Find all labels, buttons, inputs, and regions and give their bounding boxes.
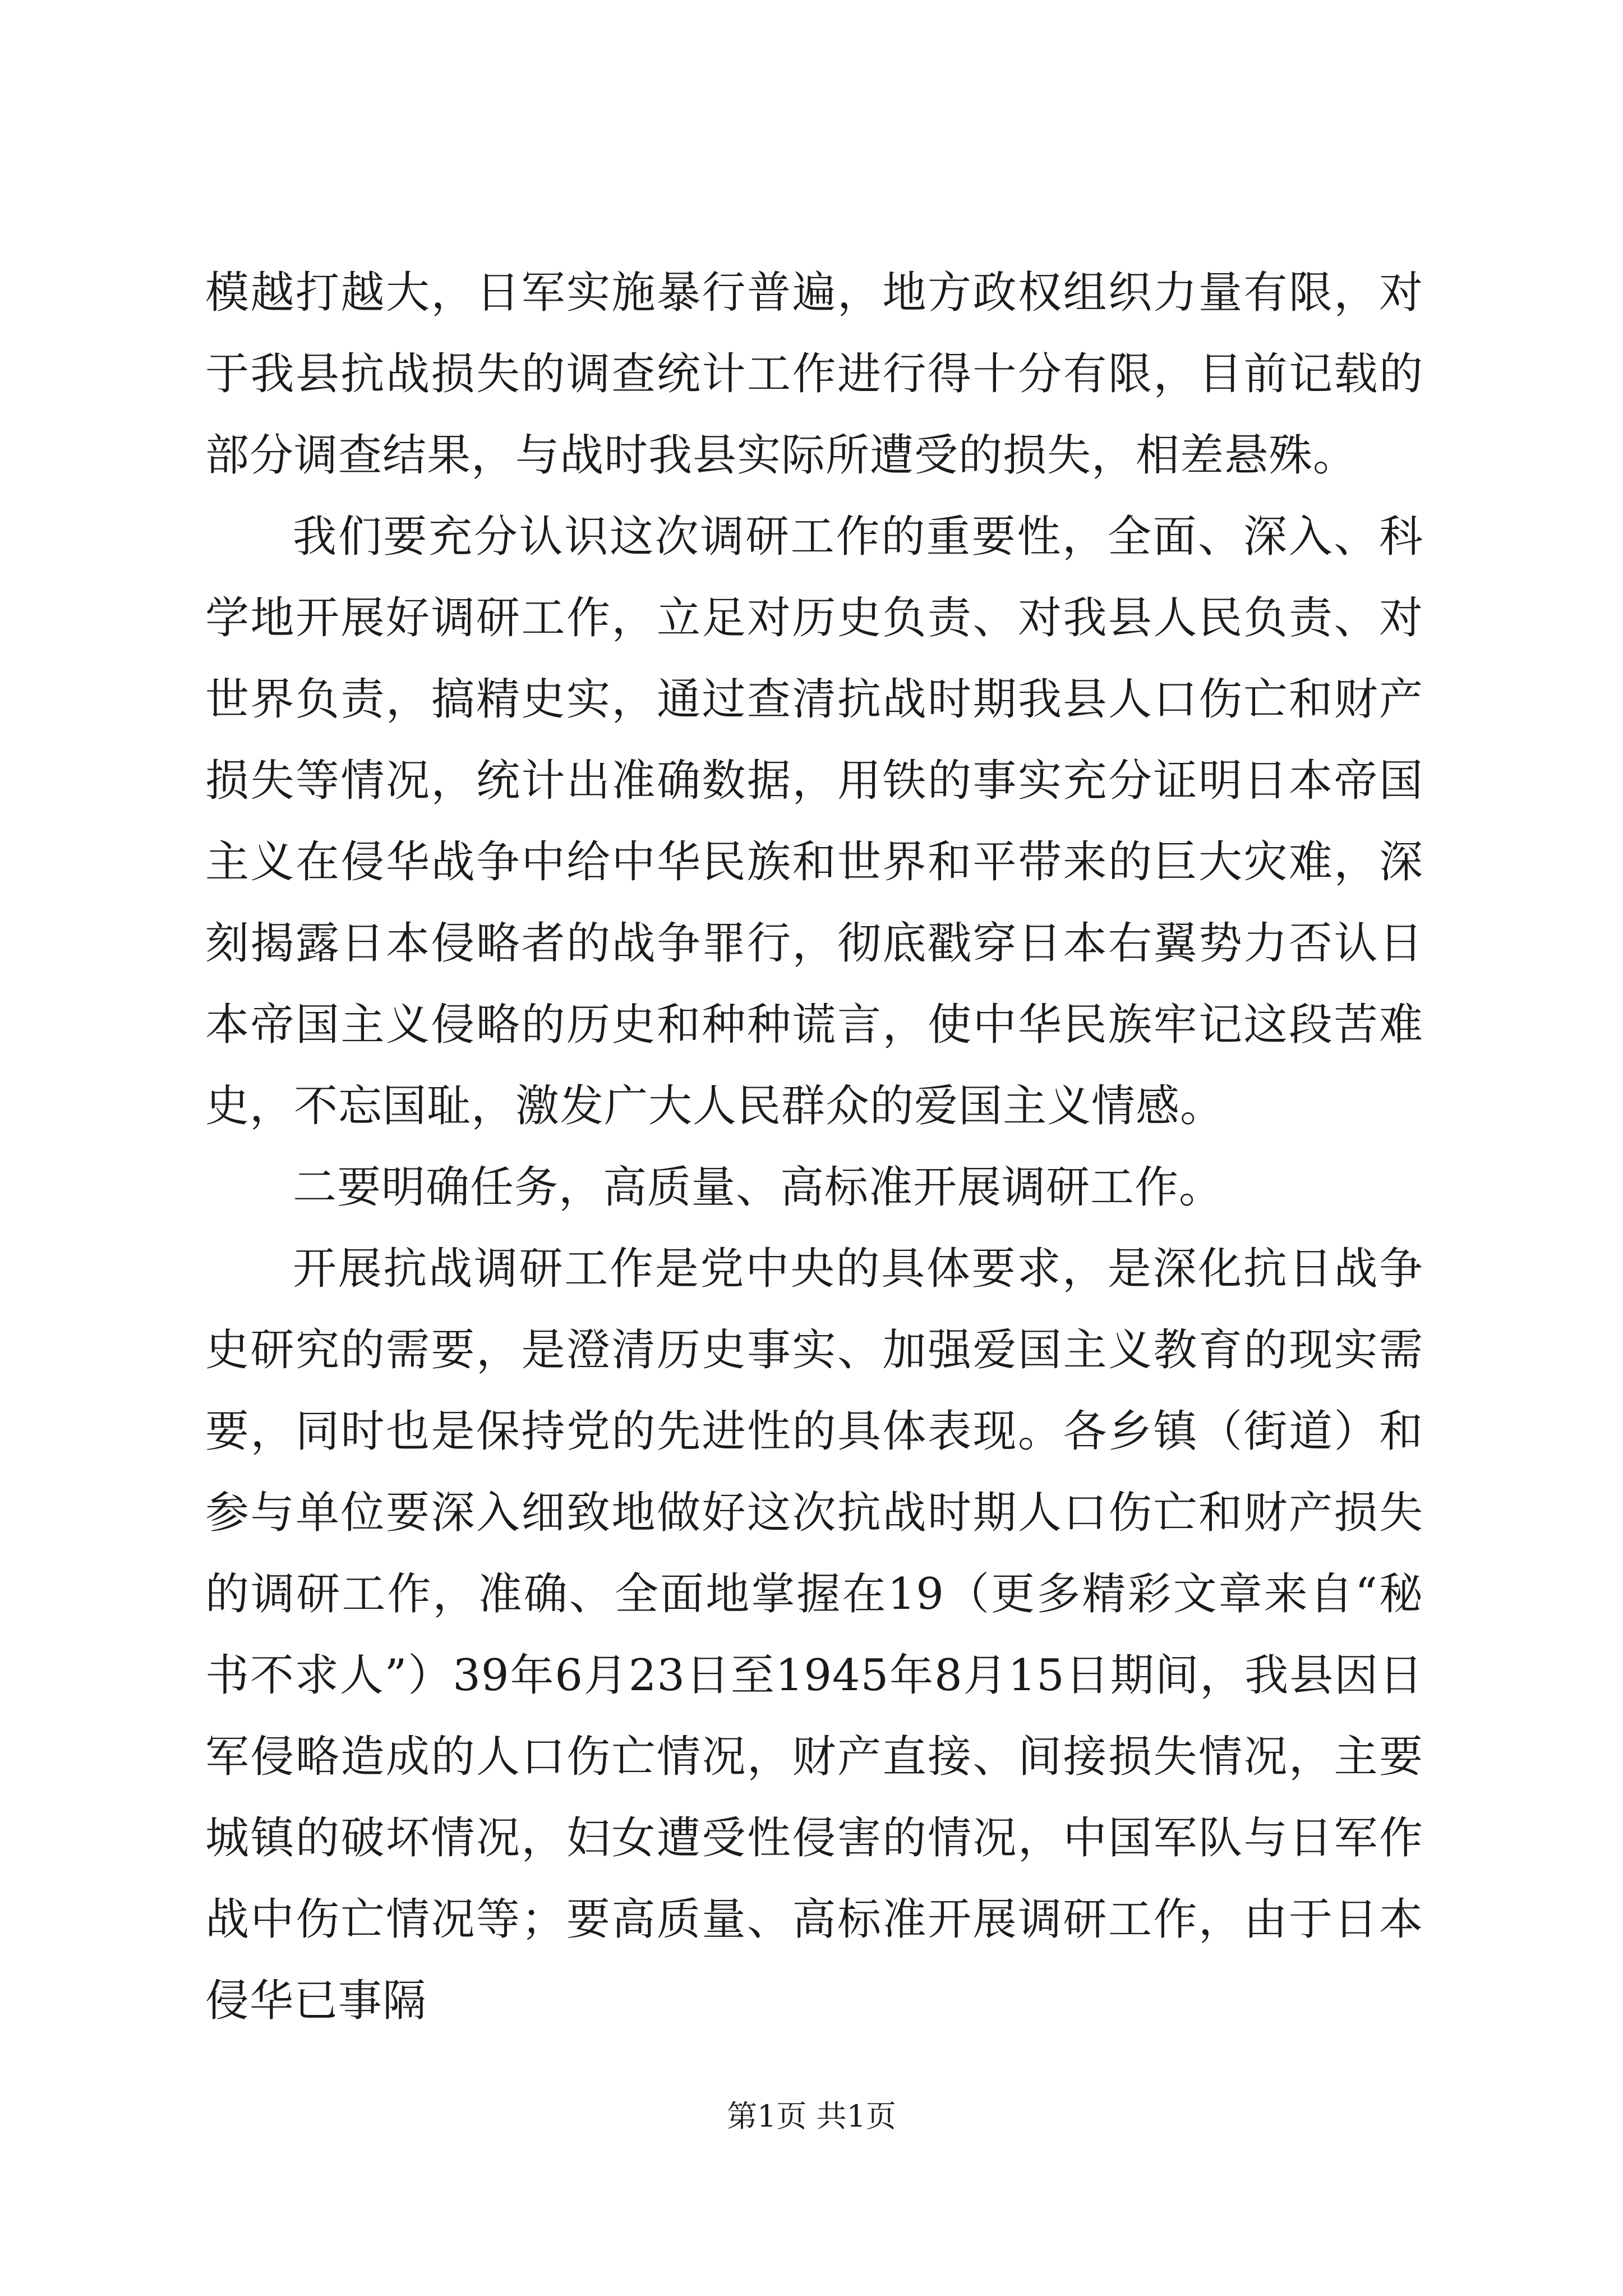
document-body bbox=[205, 252, 1423, 2042]
paragraph-tasks: 开展抗战调研工作是党中央的具体要求，是深化抗日战争史研究的需要，是澄清历史事实、加强爱国主义教育的现实需要，同时也是保持党的先进性的具体表现。各乡镇（街道）和参与单位要深入细致地做好这次抗战时期人口伤亡和财产损失的调研工作，准确、全面地掌握在19（更多精彩文章来自“秘书不求人”）39年6月23日至1945年8月15日期间，我县因日军侵略造成的人口伤亡情况，财产直接、间接损失情况，主要城镇的破坏情况，妇女遭受性侵害的情况，中国军队与日军作战中伤亡情况等；要高质量、高标准开展调研工作，由于日本侵华已事隔 bbox=[205, 1244, 1423, 2026]
paragraph-continuation: 模越打越大，日军实施暴行普遍，地方政权组织力量有限，对于我县抗战损失的调查统计工作进行得十分有限，目前记载的部分调查结果，与战时我县实际所遭受的损失，相差悬殊。 bbox=[205, 268, 1423, 481]
page-footer: 第1页 共1页 bbox=[727, 2099, 896, 2134]
paragraph-importance: 我们要充分认识这次调研工作的重要性，全面、深入、科学地开展好调研工作，立足对历史负责、对我县人民负责、对世界负责，搞精史实，通过查清抗战时期我县人口伤亡和财产损失等情况，统计出准确数据，用铁的事实充分证明日本帝国主义在侵华战争中给中华民族和世界和平带来的巨大灾难，深刻揭露日本侵略者的战争罪行，彻底戳穿日本右翼势力否认日本帝国主义侵略的历史和种种谎言，使中华民族牢记这段苦难史，不忘国耻，激发广大人民群众的爱国主义情感。 bbox=[205, 512, 1423, 1131]
section-heading-tasks: 二要明确任务，高质量、高标准开展调研工作。 bbox=[293, 1162, 1224, 1213]
